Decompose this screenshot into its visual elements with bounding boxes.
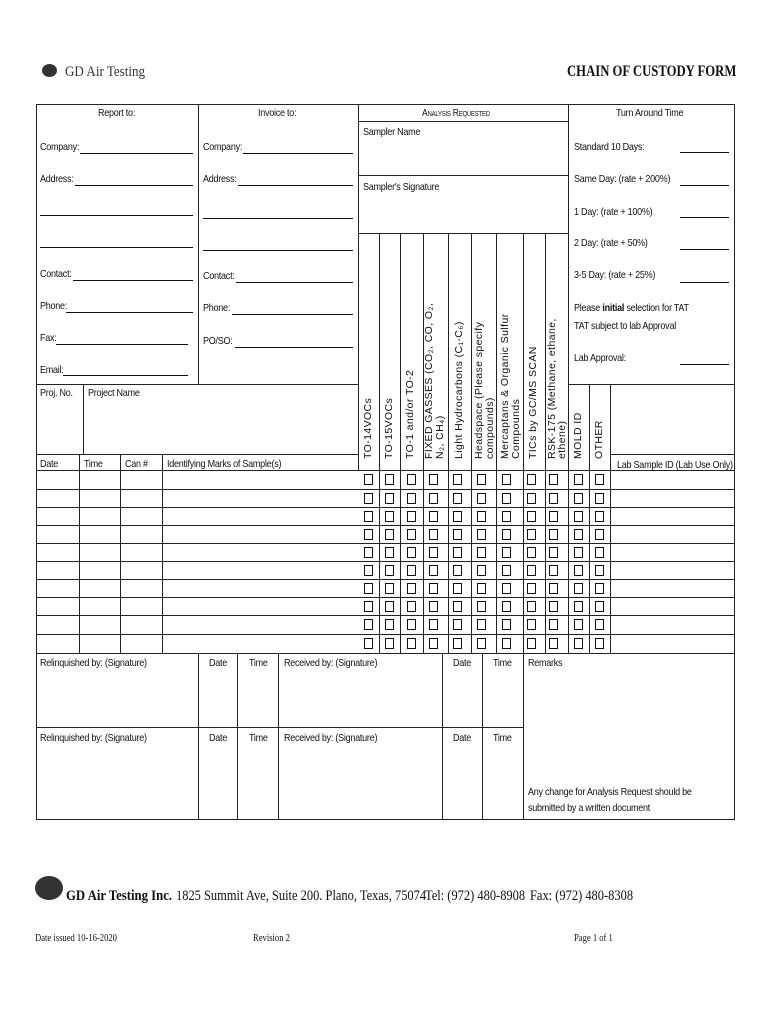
analysis-checkbox[interactable] (527, 601, 536, 612)
analysis-checkbox[interactable] (527, 583, 536, 594)
sample-row-line (36, 525, 734, 526)
sampler-name-line (358, 175, 568, 176)
tat-bottom-line (568, 384, 734, 385)
analysis-checkbox[interactable] (527, 493, 536, 504)
received-label-1: Received by: (Signature) (284, 657, 378, 669)
analysis-checkbox[interactable] (549, 583, 558, 594)
col-line (568, 384, 569, 654)
header-row-top-right (610, 454, 734, 455)
analysis-checkbox[interactable] (407, 511, 416, 522)
report-to-title: Report to: (98, 107, 136, 119)
analysis-checkbox[interactable] (549, 493, 558, 504)
analysis-checkbox[interactable] (527, 619, 536, 630)
col-line (610, 384, 611, 654)
project-name-label: Project Name (88, 387, 140, 399)
analysis-checkbox[interactable] (407, 474, 416, 485)
proj-no-label: Proj. No. (40, 387, 73, 399)
analysis-checkbox[interactable] (364, 601, 373, 612)
analysis-checkbox[interactable] (429, 638, 438, 649)
analysis-checkbox[interactable] (477, 529, 486, 540)
invoice-poso-label: PO/SO: (203, 335, 233, 347)
tat-2day-label: 2 Day: (rate + 50%) (574, 237, 648, 249)
col-tics-label: TICs by GC/MS SCAN (527, 346, 539, 459)
footer-fax: Fax: (972) 480-8308 (530, 888, 634, 904)
change-note-2: submitted by a written document (528, 802, 650, 814)
remarks-label: Remarks (528, 657, 563, 669)
analysis-checkbox[interactable] (502, 474, 511, 485)
analysis-checkbox[interactable] (502, 511, 511, 522)
analysis-checkbox[interactable] (595, 601, 604, 612)
analysis-checkbox[interactable] (453, 511, 462, 522)
invoice-address-field-3[interactable] (203, 250, 353, 251)
analysis-checkbox[interactable] (385, 565, 394, 576)
analysis-checkbox[interactable] (477, 565, 486, 576)
analysis-checkbox[interactable] (364, 619, 373, 630)
analysis-checkbox[interactable] (574, 511, 583, 522)
analysis-checkbox[interactable] (477, 619, 486, 630)
footer-company: GD Air Testing Inc. (66, 888, 173, 904)
analysis-checkbox[interactable] (429, 601, 438, 612)
analysis-checkbox[interactable] (549, 474, 558, 485)
analysis-checkbox[interactable] (453, 493, 462, 504)
analysis-checkbox[interactable] (453, 583, 462, 594)
analysis-checkbox[interactable] (527, 529, 536, 540)
col-headspace-label-2: compounds) (484, 397, 496, 459)
analysis-checkbox[interactable] (429, 583, 438, 594)
page-number: Page 1 of 1 (574, 932, 613, 944)
col-rsk175-label: RSK-175 (Methane, ethane, (546, 318, 558, 459)
invoice-phone-field[interactable] (232, 314, 353, 315)
analysis-checkbox[interactable] (595, 493, 604, 504)
col-line (496, 233, 497, 653)
date-issued: Date issued 10-16-2020 (35, 932, 117, 944)
report-phone-field[interactable] (66, 312, 193, 313)
analysis-checkbox[interactable] (574, 619, 583, 630)
col-line (278, 653, 279, 819)
analysis-checkbox[interactable] (407, 638, 416, 649)
analysis-checkbox[interactable] (453, 547, 462, 558)
analysis-checkbox[interactable] (549, 638, 558, 649)
analysis-checkbox[interactable] (477, 638, 486, 649)
analysis-checkbox[interactable] (477, 493, 486, 504)
table-bottom-border (36, 819, 734, 820)
analysis-checkbox[interactable] (477, 547, 486, 558)
company-logo (42, 64, 57, 77)
report-address-field-2[interactable] (40, 215, 193, 216)
analysis-checkbox[interactable] (429, 511, 438, 522)
report-company-field[interactable] (80, 153, 193, 154)
custody-time-4: Time (493, 732, 512, 744)
analysis-checkbox[interactable] (549, 619, 558, 630)
sampler-sig-line (358, 233, 568, 234)
invoice-address-label: Address: (203, 173, 237, 185)
table-top-border (36, 104, 734, 105)
col-mercaptans-label: Mercaptans & Organic Sulfur (499, 313, 511, 459)
analysis-checkbox[interactable] (385, 638, 394, 649)
col-line (482, 653, 483, 819)
custody-date-3: Date (209, 732, 228, 744)
divider-proj-no (83, 384, 84, 454)
analysis-checkbox[interactable] (453, 638, 462, 649)
col-to1-label: TO-1 and/or TO-2 (404, 369, 416, 459)
invoice-company-field[interactable] (243, 153, 353, 154)
invoice-phone-label: Phone: (203, 302, 231, 314)
analysis-checkbox[interactable] (574, 547, 583, 558)
analysis-checkbox[interactable] (407, 547, 416, 558)
report-contact-label: Contact: (40, 268, 72, 280)
analysis-checkbox[interactable] (477, 583, 486, 594)
report-email-label: Email: (40, 364, 64, 376)
analysis-checkbox[interactable] (407, 619, 416, 630)
analysis-checkbox[interactable] (385, 583, 394, 594)
analysis-checkbox[interactable] (385, 601, 394, 612)
col-fixed-gasses-label-2: N₂, CH₄) (434, 415, 446, 459)
analysis-checkbox[interactable] (574, 474, 583, 485)
analysis-checkbox[interactable] (527, 511, 536, 522)
col-headspace-label: Headspace (Please specify (473, 321, 485, 459)
analysis-checkbox[interactable] (364, 493, 373, 504)
divider-analysis-tat (568, 104, 569, 384)
report-company-label: Company: (40, 141, 80, 153)
analysis-checkbox[interactable] (429, 474, 438, 485)
tat-1day-label: 1 Day: (rate + 100%) (574, 206, 653, 218)
invoice-contact-field[interactable] (236, 282, 353, 283)
report-email-field[interactable] (63, 375, 188, 376)
sampler-name-label: Sampler Name (363, 126, 421, 138)
table-right-border (734, 104, 735, 820)
analysis-checkbox[interactable] (477, 601, 486, 612)
col-line (523, 233, 524, 653)
col-line (237, 653, 238, 819)
tat-2day-field[interactable] (680, 249, 729, 250)
analysis-checkbox[interactable] (502, 638, 511, 649)
analysis-checkbox[interactable] (407, 583, 416, 594)
analysis-checkbox[interactable] (429, 565, 438, 576)
custody-date-1: Date (209, 657, 228, 669)
analysis-checkbox[interactable] (595, 619, 604, 630)
col-line (471, 233, 472, 653)
form-title: CHAIN OF CUSTODY FORM (567, 63, 737, 80)
footer-logo (35, 876, 63, 900)
analysis-checkbox[interactable] (385, 619, 394, 630)
analysis-checkbox[interactable] (527, 638, 536, 649)
col-line (523, 653, 524, 819)
divider-invoice-analysis (358, 104, 359, 470)
col-to14-label: TO-14VOCs (362, 397, 374, 459)
analysis-checkbox[interactable] (385, 529, 394, 540)
invoice-to-title: Invoice to: (258, 107, 297, 119)
col-to15-label: TO-15VOCs (383, 397, 395, 459)
analysis-checkbox[interactable] (453, 529, 462, 540)
analysis-checkbox[interactable] (429, 493, 438, 504)
analysis-checkbox[interactable] (502, 583, 511, 594)
col-line (442, 653, 443, 819)
analysis-checkbox[interactable] (574, 565, 583, 576)
col-can-header: Can # (125, 458, 148, 470)
sample-row-line (36, 634, 734, 635)
col-line (120, 454, 121, 653)
invoice-address-field-2[interactable] (203, 218, 353, 219)
col-fixed-gasses-label: FIXED GASSES (CO₂, CO, O₂, (423, 302, 435, 459)
invoice-address-field[interactable] (238, 185, 353, 186)
analysis-checkbox[interactable] (364, 529, 373, 540)
analysis-checkbox[interactable] (407, 601, 416, 612)
report-address-field[interactable] (75, 185, 193, 186)
col-line (400, 233, 401, 653)
analysis-checkbox[interactable] (364, 583, 373, 594)
analysis-checkbox[interactable] (502, 493, 511, 504)
tat-3-5day-field[interactable] (680, 282, 729, 283)
analysis-checkbox[interactable] (595, 511, 604, 522)
col-line (448, 233, 449, 653)
relinquished-label-1: Relinquished by: (Signature) (40, 657, 147, 669)
analysis-checkbox[interactable] (385, 474, 394, 485)
analysis-checkbox[interactable] (453, 565, 462, 576)
lab-approval-field[interactable] (680, 364, 729, 365)
col-line (79, 454, 80, 653)
analysis-checkbox[interactable] (364, 547, 373, 558)
analysis-checkbox[interactable] (549, 529, 558, 540)
project-top-line (36, 384, 358, 385)
analysis-checkbox[interactable] (364, 511, 373, 522)
analysis-checkbox[interactable] (364, 565, 373, 576)
col-other-label: OTHER (593, 420, 605, 459)
custody-time-3: Time (249, 732, 268, 744)
table-left-border (36, 104, 37, 820)
analysis-checkbox[interactable] (407, 565, 416, 576)
sample-row-line (36, 489, 734, 490)
analysis-checkbox[interactable] (453, 601, 462, 612)
analysis-title-line (358, 121, 568, 122)
col-marks-header: Identifying Marks of Sample(s) (167, 458, 282, 470)
col-mold-label: MOLD ID (572, 412, 584, 459)
analysis-checkbox[interactable] (407, 493, 416, 504)
analysis-checkbox[interactable] (595, 529, 604, 540)
analysis-checkbox[interactable] (574, 638, 583, 649)
received-label-2: Received by: (Signature) (284, 732, 378, 744)
invoice-poso-field[interactable] (235, 347, 353, 348)
analysis-checkbox[interactable] (429, 547, 438, 558)
analysis-checkbox[interactable] (364, 474, 373, 485)
tat-3-5day-label: 3-5 Day: (rate + 25%) (574, 269, 656, 281)
tat-note: Please initial selection for TAT (574, 302, 689, 314)
divider-report-invoice (198, 104, 199, 384)
brand-name: GD Air Testing (65, 64, 146, 80)
tat-title: Turn Around Time (616, 107, 684, 119)
sample-row-line (36, 543, 734, 544)
analysis-checkbox[interactable] (502, 601, 511, 612)
analysis-checkbox[interactable] (595, 638, 604, 649)
analysis-checkbox[interactable] (407, 529, 416, 540)
col-rsk175-label-2: ethene) (556, 420, 568, 459)
header-row-top (36, 454, 358, 455)
analysis-checkbox[interactable] (429, 529, 438, 540)
sample-row-line (36, 597, 734, 598)
analysis-checkbox[interactable] (549, 601, 558, 612)
analysis-checkbox[interactable] (595, 583, 604, 594)
col-light-hc-label: Light Hydrocarbons (C₁-C₆) (453, 321, 465, 459)
analysis-checkbox[interactable] (453, 474, 462, 485)
analysis-checkbox[interactable] (595, 565, 604, 576)
analysis-checkbox[interactable] (429, 619, 438, 630)
sample-row-line (36, 615, 734, 616)
custody-time-2: Time (493, 657, 512, 669)
analysis-checkbox[interactable] (549, 547, 558, 558)
analysis-checkbox[interactable] (477, 511, 486, 522)
analysis-checkbox[interactable] (549, 511, 558, 522)
sample-row-line (36, 653, 734, 654)
analysis-checkbox[interactable] (502, 529, 511, 540)
col-time-header: Time (84, 458, 103, 470)
sample-row-line (36, 507, 734, 508)
change-note-1: Any change for Analysis Request should be (528, 786, 692, 798)
custody-date-2: Date (453, 657, 472, 669)
analysis-title: Analysis Requested (422, 108, 490, 119)
analysis-checkbox[interactable] (595, 547, 604, 558)
analysis-checkbox[interactable] (477, 474, 486, 485)
analysis-checkbox[interactable] (502, 565, 511, 576)
analysis-checkbox[interactable] (453, 619, 462, 630)
custody-date-4: Date (453, 732, 472, 744)
col-lab-id-header: Lab Sample ID (Lab Use Only) (617, 459, 733, 471)
analysis-checkbox[interactable] (527, 474, 536, 485)
tat-note-2: TAT subject to lab Approval (574, 320, 676, 332)
col-mercaptans-label-2: Compounds (510, 398, 522, 459)
analysis-checkbox[interactable] (527, 565, 536, 576)
col-line (198, 653, 199, 819)
report-address-label: Address: (40, 173, 74, 185)
analysis-checkbox[interactable] (385, 511, 394, 522)
analysis-checkbox[interactable] (574, 529, 583, 540)
lab-approval-label: Lab Approval: (574, 352, 626, 364)
col-line (589, 384, 590, 654)
custody-row-line (36, 727, 523, 728)
col-line (379, 233, 380, 653)
invoice-company-label: Company: (203, 141, 243, 153)
col-line (162, 454, 163, 653)
report-address-field-3[interactable] (40, 247, 193, 248)
analysis-checkbox[interactable] (549, 565, 558, 576)
relinquished-label-2: Relinquished by: (Signature) (40, 732, 147, 744)
tat-standard-field[interactable] (680, 152, 729, 153)
sample-row-line (36, 561, 734, 562)
report-fax-label: Fax: (40, 332, 57, 344)
analysis-checkbox[interactable] (595, 474, 604, 485)
sampler-signature-label: Sampler's Signature (363, 181, 440, 193)
invoice-contact-label: Contact: (203, 270, 235, 282)
analysis-checkbox[interactable] (385, 493, 394, 504)
col-date-header: Date (40, 458, 59, 470)
custody-time-1: Time (249, 657, 268, 669)
tat-same-day-label: Same Day: (rate + 200%) (574, 173, 671, 185)
sample-row-line (36, 579, 734, 580)
tat-standard-label: Standard 10 Days: (574, 141, 645, 153)
revision: Revision 2 (253, 932, 290, 944)
analysis-checkbox[interactable] (385, 547, 394, 558)
analysis-checkbox[interactable] (364, 638, 373, 649)
analysis-checkbox[interactable] (527, 547, 536, 558)
footer-tel: Tel: (972) 480-8908 (425, 888, 526, 904)
report-contact-field[interactable] (73, 280, 193, 281)
analysis-checkbox[interactable] (574, 493, 583, 504)
analysis-checkbox[interactable] (574, 601, 583, 612)
tat-1day-field[interactable] (680, 217, 729, 218)
analysis-checkbox[interactable] (502, 619, 511, 630)
report-phone-label: Phone: (40, 300, 68, 312)
tat-same-day-field[interactable] (680, 185, 729, 186)
analysis-checkbox[interactable] (502, 547, 511, 558)
analysis-checkbox[interactable] (574, 583, 583, 594)
footer-address: 1825 Summit Ave, Suite 200. Plano, Texas, 75074 (176, 888, 427, 904)
report-fax-field[interactable] (56, 344, 188, 345)
